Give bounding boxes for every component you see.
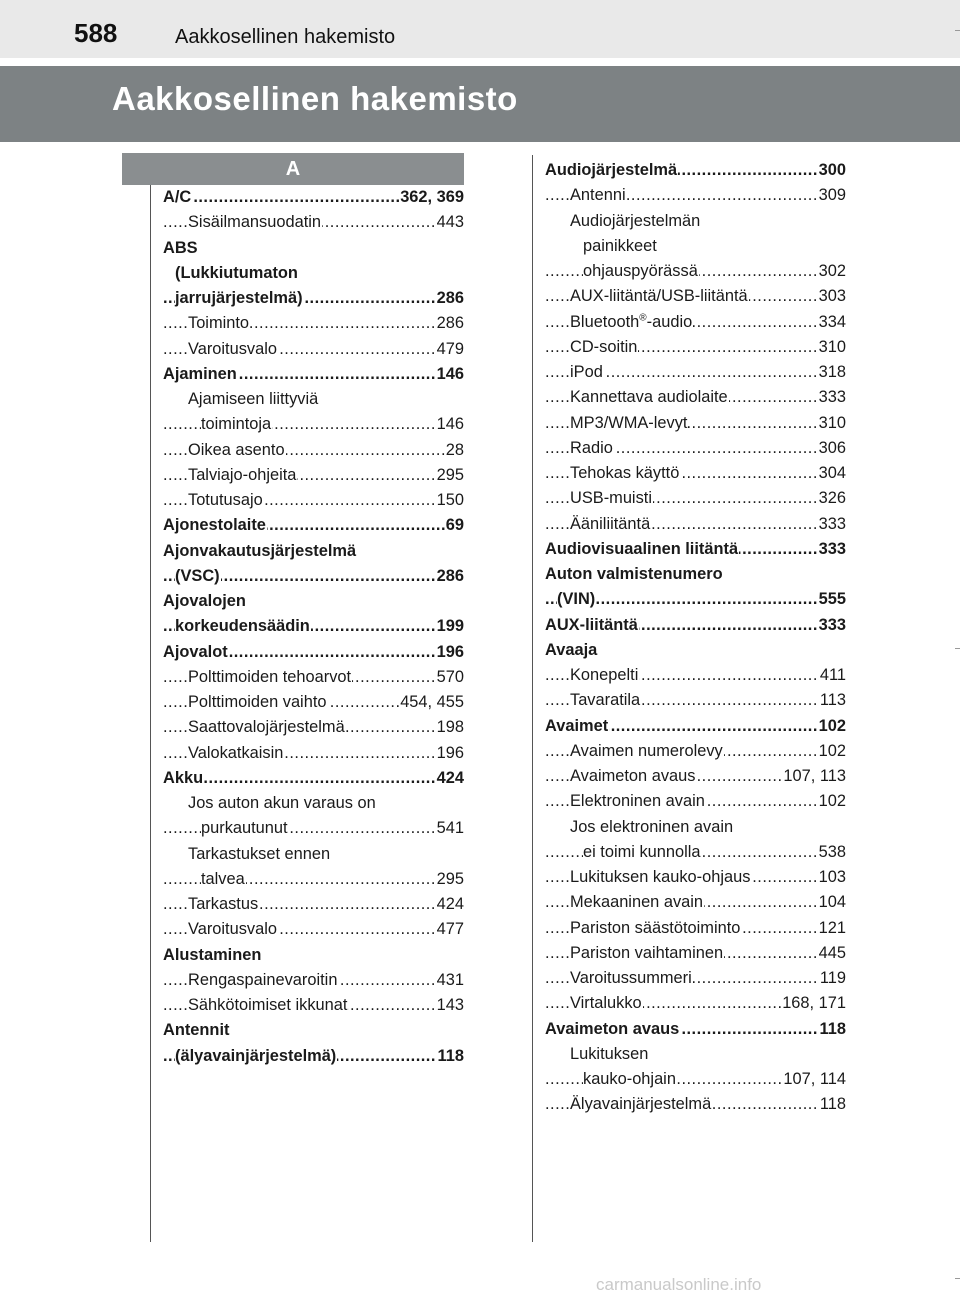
index-entry-page: 362, 369: [399, 185, 464, 210]
index-entry-page: 431: [436, 968, 464, 993]
index-entry-term: Antenni: [570, 186, 626, 205]
index-entry: [163, 665, 464, 690]
column-divider-left: [150, 185, 151, 1242]
index-entry: [545, 638, 846, 663]
index-entry-term: Oikea asento: [188, 440, 285, 459]
index-entry: [545, 259, 846, 284]
index-entry: [163, 387, 464, 412]
index-entry-term: Lukituksen kauko-ohjaus: [570, 868, 751, 886]
index-entry-term: (Lukkiutumaton: [175, 263, 298, 282]
index-entry: [163, 337, 464, 362]
index-entry-term: Varoitusvalo: [188, 339, 277, 358]
index-entry-page: 103: [818, 865, 846, 890]
index-entry-term: Ääniliitäntä: [570, 514, 651, 533]
index-entry: [163, 640, 464, 665]
index-entry-term: Tarkastukset ennen: [188, 844, 331, 863]
index-entry: [163, 943, 464, 968]
index-entry-page: 326: [818, 486, 846, 511]
index-entry-term: Tavaratila: [570, 691, 641, 710]
index-entry-term: USB-muisti: [570, 489, 652, 508]
index-entry: [163, 362, 464, 387]
index-entry-page: 102: [818, 789, 846, 814]
index-entry-term: Bluetooth®-audio: [570, 312, 693, 331]
section-letter-band: A: [122, 153, 464, 185]
index-entry: [163, 286, 464, 311]
index-entry-page: 104: [818, 890, 846, 915]
index-entry: [545, 461, 846, 486]
index-entry-term: Avaaja: [545, 640, 598, 659]
index-entry: [163, 236, 464, 261]
index-entry: [545, 764, 846, 789]
index-entry: [545, 284, 846, 309]
index-entry-term: Saattovalojärjestelmä: [188, 718, 345, 737]
index-entry-term: Rengaspainevaroitin: [188, 970, 338, 989]
index-entry: [163, 993, 464, 1018]
index-entry: [545, 991, 846, 1016]
index-column-right: [545, 158, 846, 1118]
index-entry-term: Avaimeton avaus: [570, 767, 696, 785]
column-divider-middle: [532, 155, 533, 1242]
index-entry: [163, 968, 464, 993]
index-entry: [163, 210, 464, 235]
index-entry-term: toimintoja: [201, 415, 272, 434]
index-entry-term: Avaimen numerolevy: [570, 741, 723, 760]
index-entry-term: Radio: [570, 438, 613, 457]
index-entry-term: Virtalukko: [570, 994, 642, 1013]
index-entry: [545, 1067, 846, 1092]
index-entry-page: 538: [818, 840, 846, 865]
index-entry: [545, 840, 846, 865]
index-entry-term: AUX-liitäntä: [545, 615, 638, 634]
index-entry-page: 333: [818, 537, 846, 562]
index-entry-term: A/C: [163, 188, 192, 206]
index-entry: [545, 562, 846, 587]
index-entry-term: painikkeet: [583, 236, 657, 255]
index-entry-term: Elektroninen avain: [570, 792, 705, 811]
index-entry: [545, 335, 846, 360]
index-entry: [545, 512, 846, 537]
index-entry-page: 306: [818, 436, 846, 461]
index-entry-term: jarrujärjestelmä): [175, 289, 303, 307]
index-entry: [163, 412, 464, 437]
index-entry-term: Jos elektroninen avain: [570, 817, 734, 836]
index-entry-term: Kannettava audiolaite: [570, 388, 728, 407]
index-entry-term: (VSC): [175, 566, 220, 585]
index-entry-term: Totutusajo: [188, 491, 263, 509]
index-entry-page: 310: [818, 335, 846, 360]
index-entry-page: 302: [818, 259, 846, 284]
index-entry-page: 28: [445, 438, 464, 463]
index-entry-page: 107, 114: [782, 1067, 846, 1092]
index-entry-page: 443: [436, 210, 464, 235]
index-entry-term: Ajonvakautusjärjestelmä: [163, 541, 357, 560]
index-entry-page: 304: [818, 461, 846, 486]
index-entry: [163, 690, 464, 715]
index-entry-page: 121: [818, 916, 846, 941]
index-entry: [545, 613, 846, 638]
index-entry-page: 334: [818, 310, 846, 335]
crop-mark: [955, 30, 960, 31]
index-entry: [163, 791, 464, 816]
index-entry-page: 541: [436, 816, 464, 841]
index-entry-term: Polttimoiden tehoarvot: [188, 667, 352, 686]
index-entry: [545, 486, 846, 511]
index-entry-page: 303: [818, 284, 846, 309]
index-entry: [545, 1042, 846, 1067]
index-entry: [545, 183, 846, 208]
running-header-title: Aakkosellinen hakemisto: [175, 26, 396, 48]
index-entry-term: (älyavainjärjestelmä): [175, 1046, 337, 1065]
index-entry-page: 333: [818, 613, 846, 638]
index-entry-term: Akku: [163, 768, 204, 787]
index-column-left: [163, 185, 464, 1069]
index-entry: [545, 209, 846, 234]
index-entry-page: 196: [436, 741, 464, 766]
index-entry: [163, 488, 464, 513]
index-entry-term: Tehokas käyttö: [570, 464, 680, 482]
index-entry: [163, 867, 464, 892]
index-entry-page: 477: [436, 917, 464, 942]
index-entry-term: Mekaaninen avain: [570, 893, 704, 912]
index-entry: [163, 463, 464, 488]
index-entry-page: 196: [436, 640, 464, 665]
index-entry-term: Pariston vaihtaminen: [570, 943, 724, 962]
index-entry: [163, 614, 464, 639]
index-entry-term: Avaimeton avaus: [545, 1019, 680, 1038]
index-entry-term: Audiojärjestelmä: [545, 161, 678, 179]
index-entry-term: ei toimi kunnolla: [583, 842, 701, 861]
index-entry-term: Tarkastus: [188, 895, 259, 913]
index-entry-page: 118: [819, 1092, 846, 1117]
index-entry: [163, 564, 464, 589]
index-entry-page: 300: [818, 158, 846, 183]
index-entry-page: 295: [436, 463, 464, 488]
index-entry-page: 168, 171: [781, 991, 846, 1016]
index-entry-page: 286: [436, 286, 464, 311]
index-entry: [163, 816, 464, 841]
index-entry: [545, 1092, 846, 1117]
watermark-text: carmanualsonline.info: [596, 1275, 762, 1294]
index-entry-page: 146: [436, 362, 464, 387]
index-entry-page: 424: [436, 766, 464, 791]
index-entry-term: Polttimoiden vaihto: [188, 693, 327, 711]
index-entry-term: Sähkötoimiset ikkunat: [188, 996, 348, 1014]
index-entry-page: 555: [818, 587, 846, 612]
index-entry: [545, 789, 846, 814]
index-entry-term: ohjauspyörässä: [583, 262, 698, 280]
index-entry: [163, 892, 464, 917]
index-entry: [163, 589, 464, 614]
index-entry-term: Ajamiseen liittyviä: [188, 390, 319, 408]
index-entry-term: Valokatkaisin: [188, 743, 284, 762]
index-entry-page: 310: [818, 411, 846, 436]
index-entry: [163, 311, 464, 336]
index-entry-term: purkautunut: [201, 819, 288, 838]
index-entry-page: 107, 113: [782, 764, 846, 789]
index-entry-page: 150: [436, 488, 464, 513]
index-entry-term: AUX-liitäntä/USB-liitäntä: [570, 287, 748, 306]
index-entry: [163, 539, 464, 564]
index-entry-term: Audiovisuaalinen liitäntä: [545, 539, 739, 558]
index-entry: [163, 917, 464, 942]
index-entry: [545, 966, 846, 991]
index-entry-page: 69: [445, 513, 464, 538]
index-entry-term: MP3/WMA-levyt: [570, 413, 688, 432]
index-entry: [545, 385, 846, 410]
index-entry: [163, 741, 464, 766]
page-title: Aakkosellinen hakemisto: [112, 80, 518, 117]
index-entry-term: Pariston säästötoiminto: [570, 918, 741, 937]
index-entry: [163, 1018, 464, 1043]
index-entry-page: 333: [818, 512, 846, 537]
index-entry-page: 118: [437, 1044, 464, 1069]
index-entry: [545, 1017, 846, 1042]
index-entry: [545, 411, 846, 436]
index-entry: [545, 663, 846, 688]
index-entry-term: Antennit: [163, 1021, 230, 1040]
index-entry-page: 118: [819, 1017, 846, 1042]
index-entry: [545, 234, 846, 259]
index-entry-term: Ajovalojen: [163, 592, 246, 610]
index-entry: [163, 513, 464, 538]
index-entry-page: 199: [436, 614, 464, 639]
index-entry: [545, 310, 846, 335]
index-entry-term: korkeudensäädin: [175, 617, 310, 636]
index-entry-page: 286: [436, 311, 464, 336]
index-entry: [545, 815, 846, 840]
index-entry: [545, 537, 846, 562]
index-entry-term: iPod: [570, 363, 603, 381]
index-entry-page: 198: [436, 715, 464, 740]
index-entry-term: Konepelti: [570, 666, 639, 684]
index-entry-page: 295: [436, 867, 464, 892]
index-entry-term: talvea: [201, 869, 245, 888]
index-entry-page: 146: [436, 412, 464, 437]
index-entry-page: 424: [436, 892, 464, 917]
index-entry: [545, 688, 846, 713]
index-entry: [545, 865, 846, 890]
index-entry: [163, 261, 464, 286]
index-entry-term: CD-soitin: [570, 337, 638, 356]
index-entry-term: Alustaminen: [163, 945, 262, 964]
crop-mark: [955, 1278, 960, 1279]
index-entry: [545, 587, 846, 612]
index-entry-page: 119: [819, 966, 846, 991]
index-entry-page: 333: [818, 385, 846, 410]
index-entry-term: (VIN): [557, 590, 596, 609]
index-entry-term: Lukituksen: [570, 1044, 649, 1063]
index-entry: [545, 714, 846, 739]
index-entry-term: Varoitussummeri: [570, 969, 692, 987]
index-entry: [545, 158, 846, 183]
index-entry: [163, 438, 464, 463]
index-entry-page: 286: [436, 564, 464, 589]
index-entry: [545, 890, 846, 915]
index-entry: [545, 916, 846, 941]
index-entry-term: ABS: [163, 238, 198, 257]
page-number: 588: [74, 18, 118, 48]
index-entry: [545, 360, 846, 385]
index-entry-page: 570: [436, 665, 464, 690]
header-band: [0, 0, 960, 58]
index-entry-term: Varoitusvalo: [188, 920, 277, 939]
index-entry-term: Toiminto: [188, 314, 250, 333]
index-entry-page: 102: [818, 714, 846, 739]
index-entry-page: 113: [819, 688, 846, 713]
index-entry-term: Ajovalot: [163, 642, 228, 661]
index-entry-page: 102: [818, 739, 846, 764]
index-entry: [163, 766, 464, 791]
index-entry-page: 445: [818, 941, 846, 966]
index-entry-term: Sisäilmansuodatin: [188, 213, 322, 232]
index-entry-term: Jos auton akun varaus on: [188, 794, 376, 812]
index-entry-term: Ajonestolaite: [163, 516, 266, 535]
index-entry: [545, 739, 846, 764]
index-entry: [163, 842, 464, 867]
index-entry-page: 411: [819, 663, 846, 688]
index-entry-term: Avaimet: [545, 716, 609, 735]
index-entry: [163, 185, 464, 210]
index-entry-page: 454, 455: [399, 690, 464, 715]
index-entry: [545, 941, 846, 966]
index-entry-term: Ajaminen: [163, 364, 237, 383]
index-entry-page: 318: [818, 360, 846, 385]
index-entry-term: Auton valmistenumero: [545, 565, 723, 583]
index-entry: [545, 436, 846, 461]
index-entry-page: 143: [436, 993, 464, 1018]
index-entry-term: Audiojärjestelmän: [570, 211, 701, 230]
index-entry-term: kauko-ohjain: [583, 1070, 676, 1088]
index-entry-page: 309: [818, 183, 846, 208]
index-entry: [163, 1044, 464, 1069]
index-entry-term: Talviajo-ohjeita: [188, 465, 297, 484]
index-entry-term: Älyavainjärjestelmä: [570, 1095, 712, 1114]
index-entry-page: 479: [436, 337, 464, 362]
crop-mark: [955, 648, 960, 649]
index-entry: [163, 715, 464, 740]
